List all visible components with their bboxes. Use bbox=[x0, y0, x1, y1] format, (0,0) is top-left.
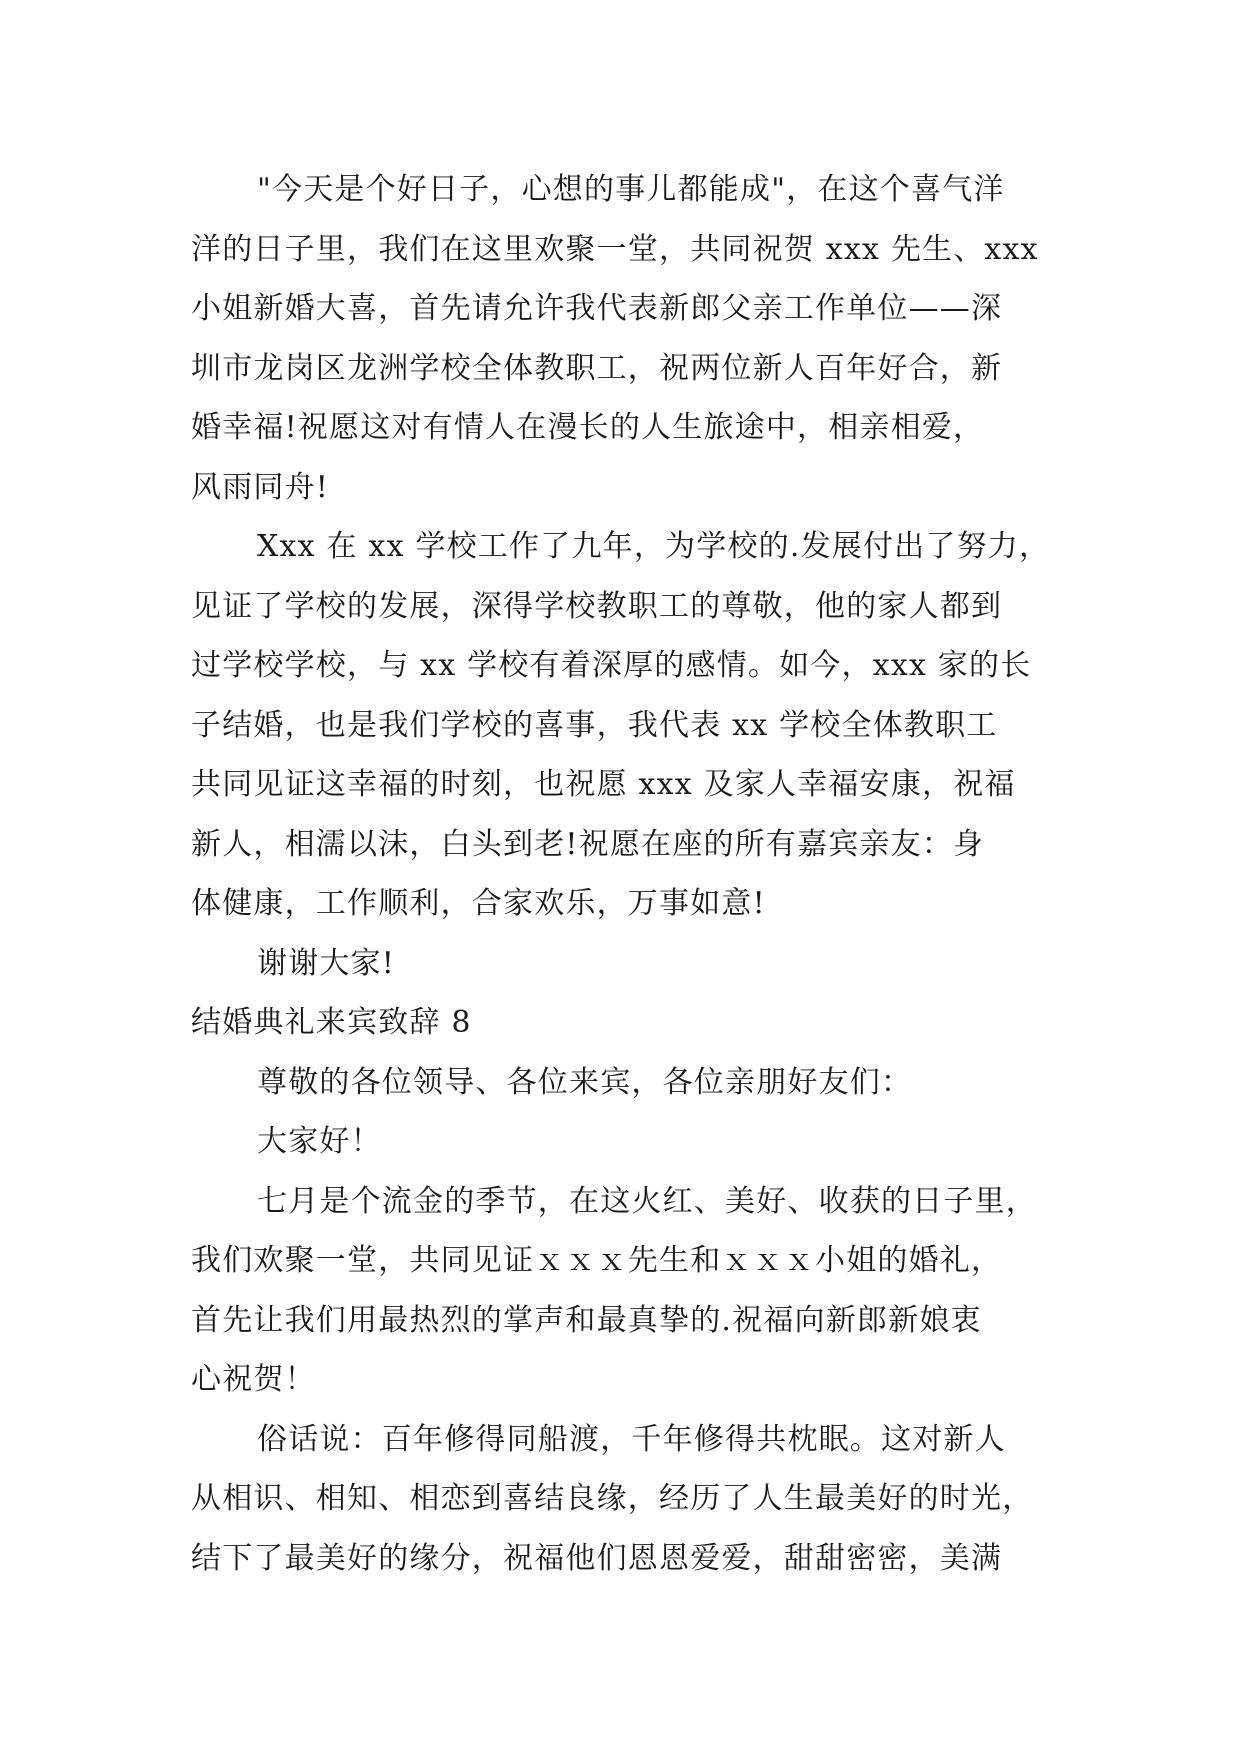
text-line: 谢谢大家! bbox=[257, 945, 396, 981]
text-line: 风雨同舟! bbox=[191, 469, 330, 505]
text-line: 共同见证这幸福的时刻，也祝愿 xxx 及家人幸福安康，祝福 bbox=[191, 767, 1016, 802]
text-line: 心祝贺！ bbox=[191, 1362, 316, 1397]
text-line: 首先让我们用最热烈的掌声和最真挚的.祝福向新郎新娘衷 bbox=[191, 1302, 982, 1338]
text-line: 圳市龙岗区龙洲学校全体教职工，祝两位新人百年好合，新 bbox=[191, 350, 1003, 386]
text-line: 尊敬的各位领导、各位来宾，各位亲朋好友们： bbox=[257, 1064, 913, 1100]
text-line: 体健康，工作顺利，合家欢乐，万事如意! bbox=[191, 886, 766, 921]
text-line: 小姐新婚大喜，首先请允许我代表新郎父亲工作单位——深 bbox=[191, 291, 1003, 326]
text-line: 子结婚，也是我们学校的喜事，我代表 xx 学校全体教职工 bbox=[191, 707, 998, 743]
text-line: Xxx 在 xx 学校工作了九年，为学校的.发展付出了努力， bbox=[257, 529, 1051, 564]
text-line: 见证了学校的发展，深得学校教职工的尊敬，他的家人都到 bbox=[191, 588, 1003, 624]
text-line: 结婚典礼来宾致辞 8 bbox=[191, 1005, 472, 1040]
text-line: 七月是个流金的季节，在这火红、美好、收获的日子里， bbox=[257, 1183, 1037, 1219]
text-line: 过学校学校，与 xx 学校有着深厚的感情。如今，xxx 家的长 bbox=[191, 648, 1032, 683]
text-line: 新人，相濡以沫，白头到老!祝愿在座的所有嘉宾亲友：身 bbox=[191, 826, 985, 862]
text-line: "今天是个好日子，心想的事儿都能成"，在这个喜气洋 bbox=[257, 172, 1005, 207]
text-line: 大家好！ bbox=[257, 1124, 382, 1159]
text-line: 从相识、相知、相恋到喜结良缘，经历了人生最美好的时光， bbox=[191, 1481, 1034, 1516]
document-body bbox=[191, 160, 1061, 1588]
text-line: 婚幸福!祝愿这对有情人在漫长的人生旅途中，相亲相爱， bbox=[191, 410, 985, 445]
text-line: 我们欢聚一堂，共同见证ｘｘｘ先生和ｘｘｘ小姐的婚礼， bbox=[191, 1243, 1003, 1278]
text-line: 结下了最美好的缘分，祝福他们恩恩爱爱，甜甜密密，美满 bbox=[191, 1540, 1003, 1576]
text-line: 俗话说：百年修得同船渡，千年修得共枕眠。这对新人 bbox=[257, 1421, 1006, 1457]
text-line: 洋的日子里，我们在这里欢聚一堂，共同祝贺 xxx 先生、xxx bbox=[191, 231, 1039, 267]
